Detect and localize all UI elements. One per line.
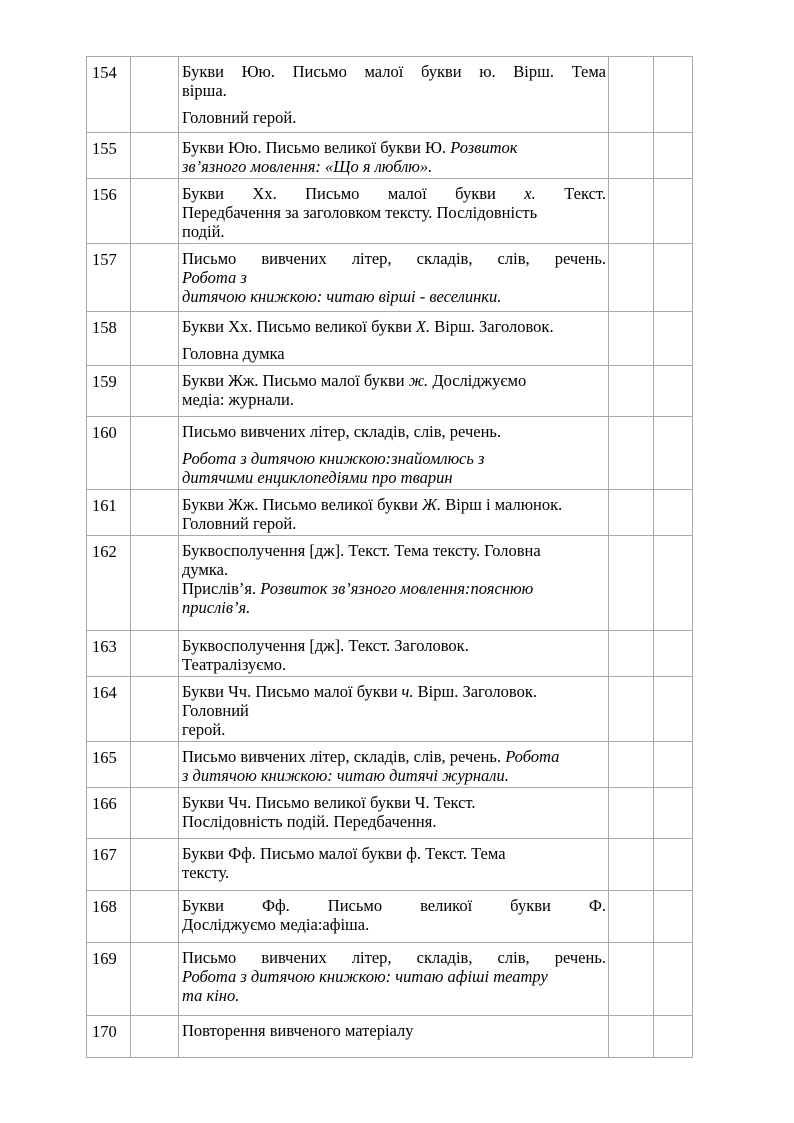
topic-text: медіа: журнали.	[182, 390, 294, 409]
lesson-date-cell	[131, 179, 179, 244]
lesson-date-cell	[131, 631, 179, 677]
lesson-extra-cell-2	[654, 536, 693, 631]
topic-line	[182, 844, 606, 863]
lesson-extra-cell-2	[654, 677, 693, 742]
lesson-row	[87, 536, 693, 631]
lesson-topic	[179, 244, 609, 312]
lesson-date-cell	[131, 133, 179, 179]
lesson-extra-cell-1	[609, 536, 654, 631]
topic-text: Букви Фф. Письмо великої букви Ф.	[182, 896, 606, 915]
lesson-row	[87, 631, 693, 677]
topic-text-tail: Вірш. Заголовок.	[434, 317, 554, 336]
lesson-extra-cell-2	[654, 1016, 693, 1058]
topic-text: Послідовність подій. Передбачення.	[182, 812, 437, 831]
topic-text: з дитячою книжкою: читаю дитячі журнали.	[182, 766, 509, 785]
topic-text: Повторення вивченого матеріалу	[182, 1021, 414, 1040]
topic-line	[182, 108, 606, 127]
topic-text: дитячою книжкою: читаю вірші - веселинки.	[182, 287, 502, 306]
topic-text: Буквосполучення [дж]. Текст. Заголовок.	[182, 636, 469, 655]
lesson-date-cell	[131, 1016, 179, 1058]
lesson-topic	[179, 891, 609, 943]
lesson-row	[87, 788, 693, 839]
lesson-topic	[179, 366, 609, 417]
lesson-number: 154	[87, 57, 131, 133]
lesson-date-cell	[131, 677, 179, 742]
lesson-extra-cell-2	[654, 133, 693, 179]
lesson-number: 160	[87, 417, 131, 490]
lesson-row	[87, 312, 693, 366]
lesson-extra-cell-1	[609, 742, 654, 788]
topic-line	[182, 449, 606, 468]
lesson-date-cell	[131, 943, 179, 1016]
lesson-date-cell	[131, 312, 179, 366]
lesson-row	[87, 179, 693, 244]
lesson-number: 169	[87, 943, 131, 1016]
lesson-extra-cell-1	[609, 943, 654, 1016]
topic-text: Букви Жж. Письмо великої букви	[182, 495, 418, 514]
lesson-number: 163	[87, 631, 131, 677]
lesson-date-cell	[131, 244, 179, 312]
topic-line	[182, 249, 606, 268]
topic-text: Букви Чч. Письмо малої букви	[182, 682, 398, 701]
topic-text: Передбачення за заголовком тексту. Послідовність	[182, 203, 538, 222]
topic-text: та кіно.	[182, 986, 240, 1005]
topic-text: Головний герой.	[182, 514, 297, 533]
lesson-extra-cell-1	[609, 244, 654, 312]
lesson-topic	[179, 133, 609, 179]
lesson-number: 166	[87, 788, 131, 839]
lesson-date-cell	[131, 788, 179, 839]
topic-text: Букви Чч. Письмо великої букви Ч. Текст.	[182, 793, 476, 812]
topic-emphasis: Розвиток	[450, 138, 518, 157]
topic-line	[182, 560, 606, 579]
lesson-extra-cell-1	[609, 133, 654, 179]
topic-line	[182, 317, 606, 336]
topic-text-tail: Вірш і малюнок.	[445, 495, 563, 514]
lesson-row	[87, 742, 693, 788]
lesson-extra-cell-1	[609, 1016, 654, 1058]
lesson-number: 157	[87, 244, 131, 312]
topic-emphasis: ж.	[408, 371, 429, 390]
lesson-date-cell	[131, 366, 179, 417]
lesson-extra-cell-1	[609, 57, 654, 133]
topic-line	[182, 81, 606, 100]
lesson-date-cell	[131, 839, 179, 891]
lesson-extra-cell-1	[609, 788, 654, 839]
topic-line	[182, 287, 606, 306]
lesson-topic	[179, 742, 609, 788]
lesson-extra-cell-2	[654, 366, 693, 417]
lesson-extra-cell-2	[654, 742, 693, 788]
topic-line	[182, 371, 606, 390]
lesson-row	[87, 244, 693, 312]
topic-line	[182, 62, 606, 81]
topic-text: Букви Юю. Письмо малої букви ю. Вірш. Тема	[182, 62, 606, 81]
lesson-row	[87, 891, 693, 943]
lesson-number: 165	[87, 742, 131, 788]
lesson-extra-cell-2	[654, 943, 693, 1016]
topic-emphasis: Розвиток зв’язного мовлення:пояснюю	[260, 579, 534, 598]
lesson-extra-cell-1	[609, 839, 654, 891]
topic-line	[182, 268, 606, 287]
lesson-row	[87, 133, 693, 179]
lesson-extra-cell-2	[654, 490, 693, 536]
topic-text: Театралізуємо.	[182, 655, 287, 674]
lesson-extra-cell-2	[654, 57, 693, 133]
lesson-number: 161	[87, 490, 131, 536]
lesson-number: 167	[87, 839, 131, 891]
topic-line	[182, 967, 606, 986]
topic-line	[182, 812, 606, 831]
topic-text: тексту.	[182, 863, 230, 882]
lesson-extra-cell-2	[654, 417, 693, 490]
lesson-date-cell	[131, 490, 179, 536]
lesson-extra-cell-2	[654, 312, 693, 366]
lesson-extra-cell-2	[654, 631, 693, 677]
lesson-topic	[179, 788, 609, 839]
topic-text: Прислів’я.	[182, 579, 257, 598]
topic-text: зв’язного мовлення: «Що я люблю».	[182, 157, 433, 176]
topic-text-tail: Текст.	[564, 184, 607, 203]
topic-text: Головний	[182, 701, 249, 720]
lesson-topic	[179, 179, 609, 244]
lesson-number: 159	[87, 366, 131, 417]
topic-text: Букви Жж. Письмо малої букви	[182, 371, 405, 390]
lesson-number: 168	[87, 891, 131, 943]
topic-line	[182, 636, 606, 655]
topic-text: Досліджуємо медіа:афіша.	[182, 915, 370, 934]
lesson-extra-cell-1	[609, 312, 654, 366]
topic-line	[182, 422, 606, 441]
lesson-topic	[179, 1016, 609, 1058]
topic-line	[182, 701, 606, 720]
lesson-topic	[179, 312, 609, 366]
topic-line	[182, 222, 606, 241]
topic-text: Письмо вивчених літер, складів, слів, речень.	[182, 249, 606, 268]
topic-line	[182, 138, 606, 157]
topic-emphasis: Ж.	[421, 495, 442, 514]
topic-line	[182, 1021, 606, 1040]
topic-line	[182, 896, 606, 915]
lesson-row	[87, 490, 693, 536]
topic-text: подій.	[182, 222, 225, 241]
lesson-row	[87, 677, 693, 742]
topic-line	[182, 598, 606, 617]
topic-line	[182, 390, 606, 409]
lesson-extra-cell-2	[654, 179, 693, 244]
topic-text: дитячими енциклопедіями про тварин	[182, 468, 453, 487]
topic-line	[182, 655, 606, 674]
topic-line	[182, 720, 606, 739]
lesson-topic	[179, 839, 609, 891]
lesson-topic	[179, 417, 609, 490]
lesson-row	[87, 417, 693, 490]
lesson-row	[87, 366, 693, 417]
lesson-topic	[179, 490, 609, 536]
topic-line	[182, 747, 606, 766]
topic-line	[182, 948, 606, 967]
lesson-extra-cell-1	[609, 677, 654, 742]
topic-text-tail: Досліджуємо	[432, 371, 527, 390]
lesson-number: 170	[87, 1016, 131, 1058]
topic-emphasis: Робота	[505, 747, 560, 766]
topic-line	[182, 157, 606, 176]
lesson-number: 155	[87, 133, 131, 179]
lesson-topic	[179, 631, 609, 677]
topic-text: Письмо вивчених літер, складів, слів, речень.	[182, 747, 502, 766]
topic-line	[182, 863, 606, 882]
lesson-extra-cell-1	[609, 366, 654, 417]
topic-text: прислів’я.	[182, 598, 251, 617]
lesson-date-cell	[131, 57, 179, 133]
topic-text: Письмо вивчених літер, складів, слів, речень.	[182, 948, 606, 967]
topic-emphasis: Х.	[415, 317, 431, 336]
topic-text: Букви Юю. Письмо великої букви Ю.	[182, 138, 447, 157]
topic-line	[182, 514, 606, 533]
topic-line	[182, 793, 606, 812]
lesson-plan-table	[86, 56, 693, 1058]
topic-text: герой.	[182, 720, 226, 739]
topic-line	[182, 579, 606, 598]
lesson-row	[87, 839, 693, 891]
topic-emphasis: х.	[524, 184, 536, 203]
topic-line	[182, 495, 606, 514]
topic-text: Буквосполучення [дж]. Текст. Тема тексту. Головна	[182, 541, 541, 560]
lesson-row	[87, 1016, 693, 1058]
lesson-number: 158	[87, 312, 131, 366]
lesson-row	[87, 943, 693, 1016]
lesson-extra-cell-2	[654, 244, 693, 312]
lesson-date-cell	[131, 891, 179, 943]
topic-line	[182, 184, 606, 203]
topic-text: Письмо вивчених літер, складів, слів, речень.	[182, 422, 502, 441]
topic-text: Робота з дитячою книжкою:знайомлюсь з	[182, 449, 485, 468]
lesson-date-cell	[131, 536, 179, 631]
lesson-number: 164	[87, 677, 131, 742]
topic-line	[182, 766, 606, 785]
topic-text: думка.	[182, 560, 229, 579]
topic-line	[182, 203, 606, 222]
lesson-extra-cell-1	[609, 179, 654, 244]
lesson-extra-cell-1	[609, 631, 654, 677]
topic-text: вірша.	[182, 81, 227, 100]
topic-line	[182, 344, 606, 363]
topic-text: Робота з	[182, 268, 247, 287]
lesson-extra-cell-1	[609, 490, 654, 536]
lesson-extra-cell-2	[654, 839, 693, 891]
lesson-topic	[179, 677, 609, 742]
lesson-extra-cell-1	[609, 417, 654, 490]
topic-line	[182, 682, 606, 701]
lesson-topic	[179, 943, 609, 1016]
topic-text: Головний герой.	[182, 108, 297, 127]
topic-text: Головна думка	[182, 344, 285, 363]
topic-text: Букви Хх. Письмо великої букви	[182, 317, 412, 336]
lesson-topic	[179, 536, 609, 631]
lesson-extra-cell-2	[654, 891, 693, 943]
lesson-date-cell	[131, 742, 179, 788]
lesson-number: 162	[87, 536, 131, 631]
lesson-extra-cell-2	[654, 788, 693, 839]
lesson-number: 156	[87, 179, 131, 244]
lesson-topic	[179, 57, 609, 133]
topic-line	[182, 468, 606, 487]
topic-line	[182, 986, 606, 1005]
topic-text-tail: Вірш. Заголовок.	[417, 682, 537, 701]
topic-line	[182, 915, 606, 934]
topic-line	[182, 541, 606, 560]
topic-text: Робота з дитячою книжкою: читаю афіші театру	[182, 967, 548, 986]
lesson-row	[87, 57, 693, 133]
topic-text: Букви Хх. Письмо малої букви	[182, 184, 496, 203]
topic-text: Букви Фф. Письмо малої букви ф. Текст. Тема	[182, 844, 506, 863]
lesson-date-cell	[131, 417, 179, 490]
lesson-plan-body	[87, 57, 693, 1058]
topic-emphasis: ч.	[401, 682, 414, 701]
lesson-extra-cell-1	[609, 891, 654, 943]
